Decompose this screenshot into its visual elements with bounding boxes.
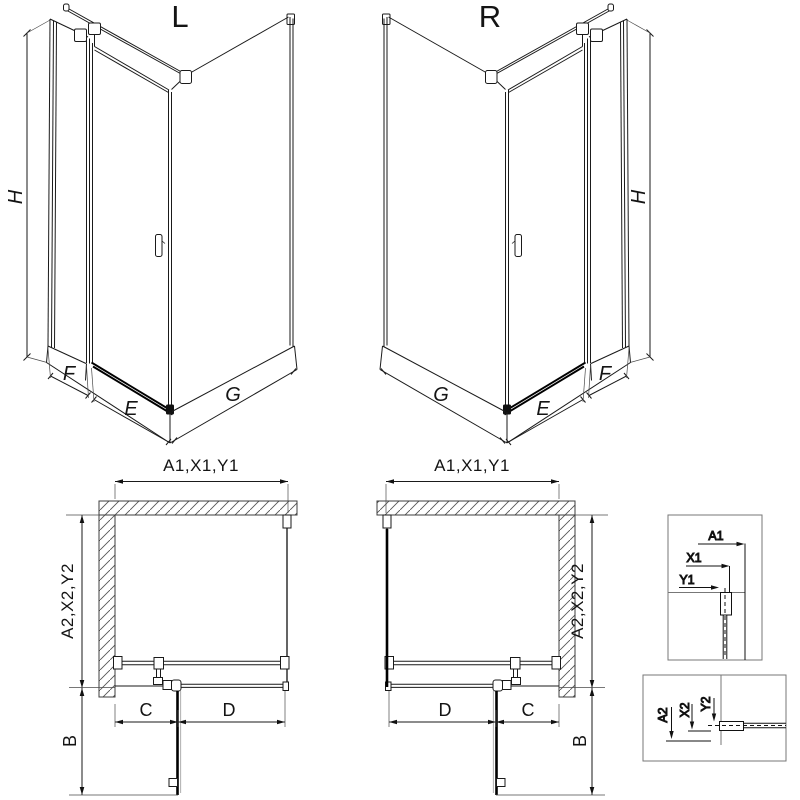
plan-width-label: A1,X1,Y1 <box>163 456 239 475</box>
plan-d-label: D <box>222 700 236 720</box>
detail-box-width <box>668 515 762 660</box>
detail-a1-label: A1 <box>708 529 724 543</box>
plan-width-label: A1,X1,Y1 <box>434 456 510 475</box>
plan-b-label: B <box>60 734 80 748</box>
dim-e-label: E <box>536 398 550 420</box>
plan-c-label: C <box>139 700 153 720</box>
detail-box-depth <box>643 675 786 761</box>
iso-view-right <box>380 0 654 445</box>
plan-depth-label: A2,X2,Y2 <box>568 563 587 639</box>
wall-top-right-plan <box>377 501 575 515</box>
dim-h-label: H <box>628 189 650 205</box>
detail-y2-label: Y2 <box>699 696 713 712</box>
dim-g-label: G <box>225 384 241 406</box>
dim-g-label: G <box>433 384 449 406</box>
dim-f-label: F <box>598 363 612 385</box>
dim-f-label: F <box>62 363 76 385</box>
detail-a2-label: A2 <box>656 707 670 723</box>
plan-depth-label: A2,X2,Y2 <box>58 563 77 639</box>
plan-b-label: B <box>570 734 590 748</box>
dim-h-label: H <box>5 189 27 205</box>
detail-x2-label: X2 <box>678 702 692 718</box>
wall-side-left-plan <box>99 515 115 697</box>
iso-view-left <box>5 0 297 445</box>
version-label-left: L <box>171 0 189 34</box>
plan-walls <box>99 501 575 697</box>
detail-y1-label: Y1 <box>679 573 695 587</box>
version-label-right: R <box>478 0 502 34</box>
detail-x1-label: X1 <box>686 551 702 565</box>
plan-d-label: D <box>438 700 452 720</box>
plan-c-label: C <box>521 700 535 720</box>
wall-top-left-plan <box>99 501 297 515</box>
dim-e-label: E <box>124 398 138 420</box>
